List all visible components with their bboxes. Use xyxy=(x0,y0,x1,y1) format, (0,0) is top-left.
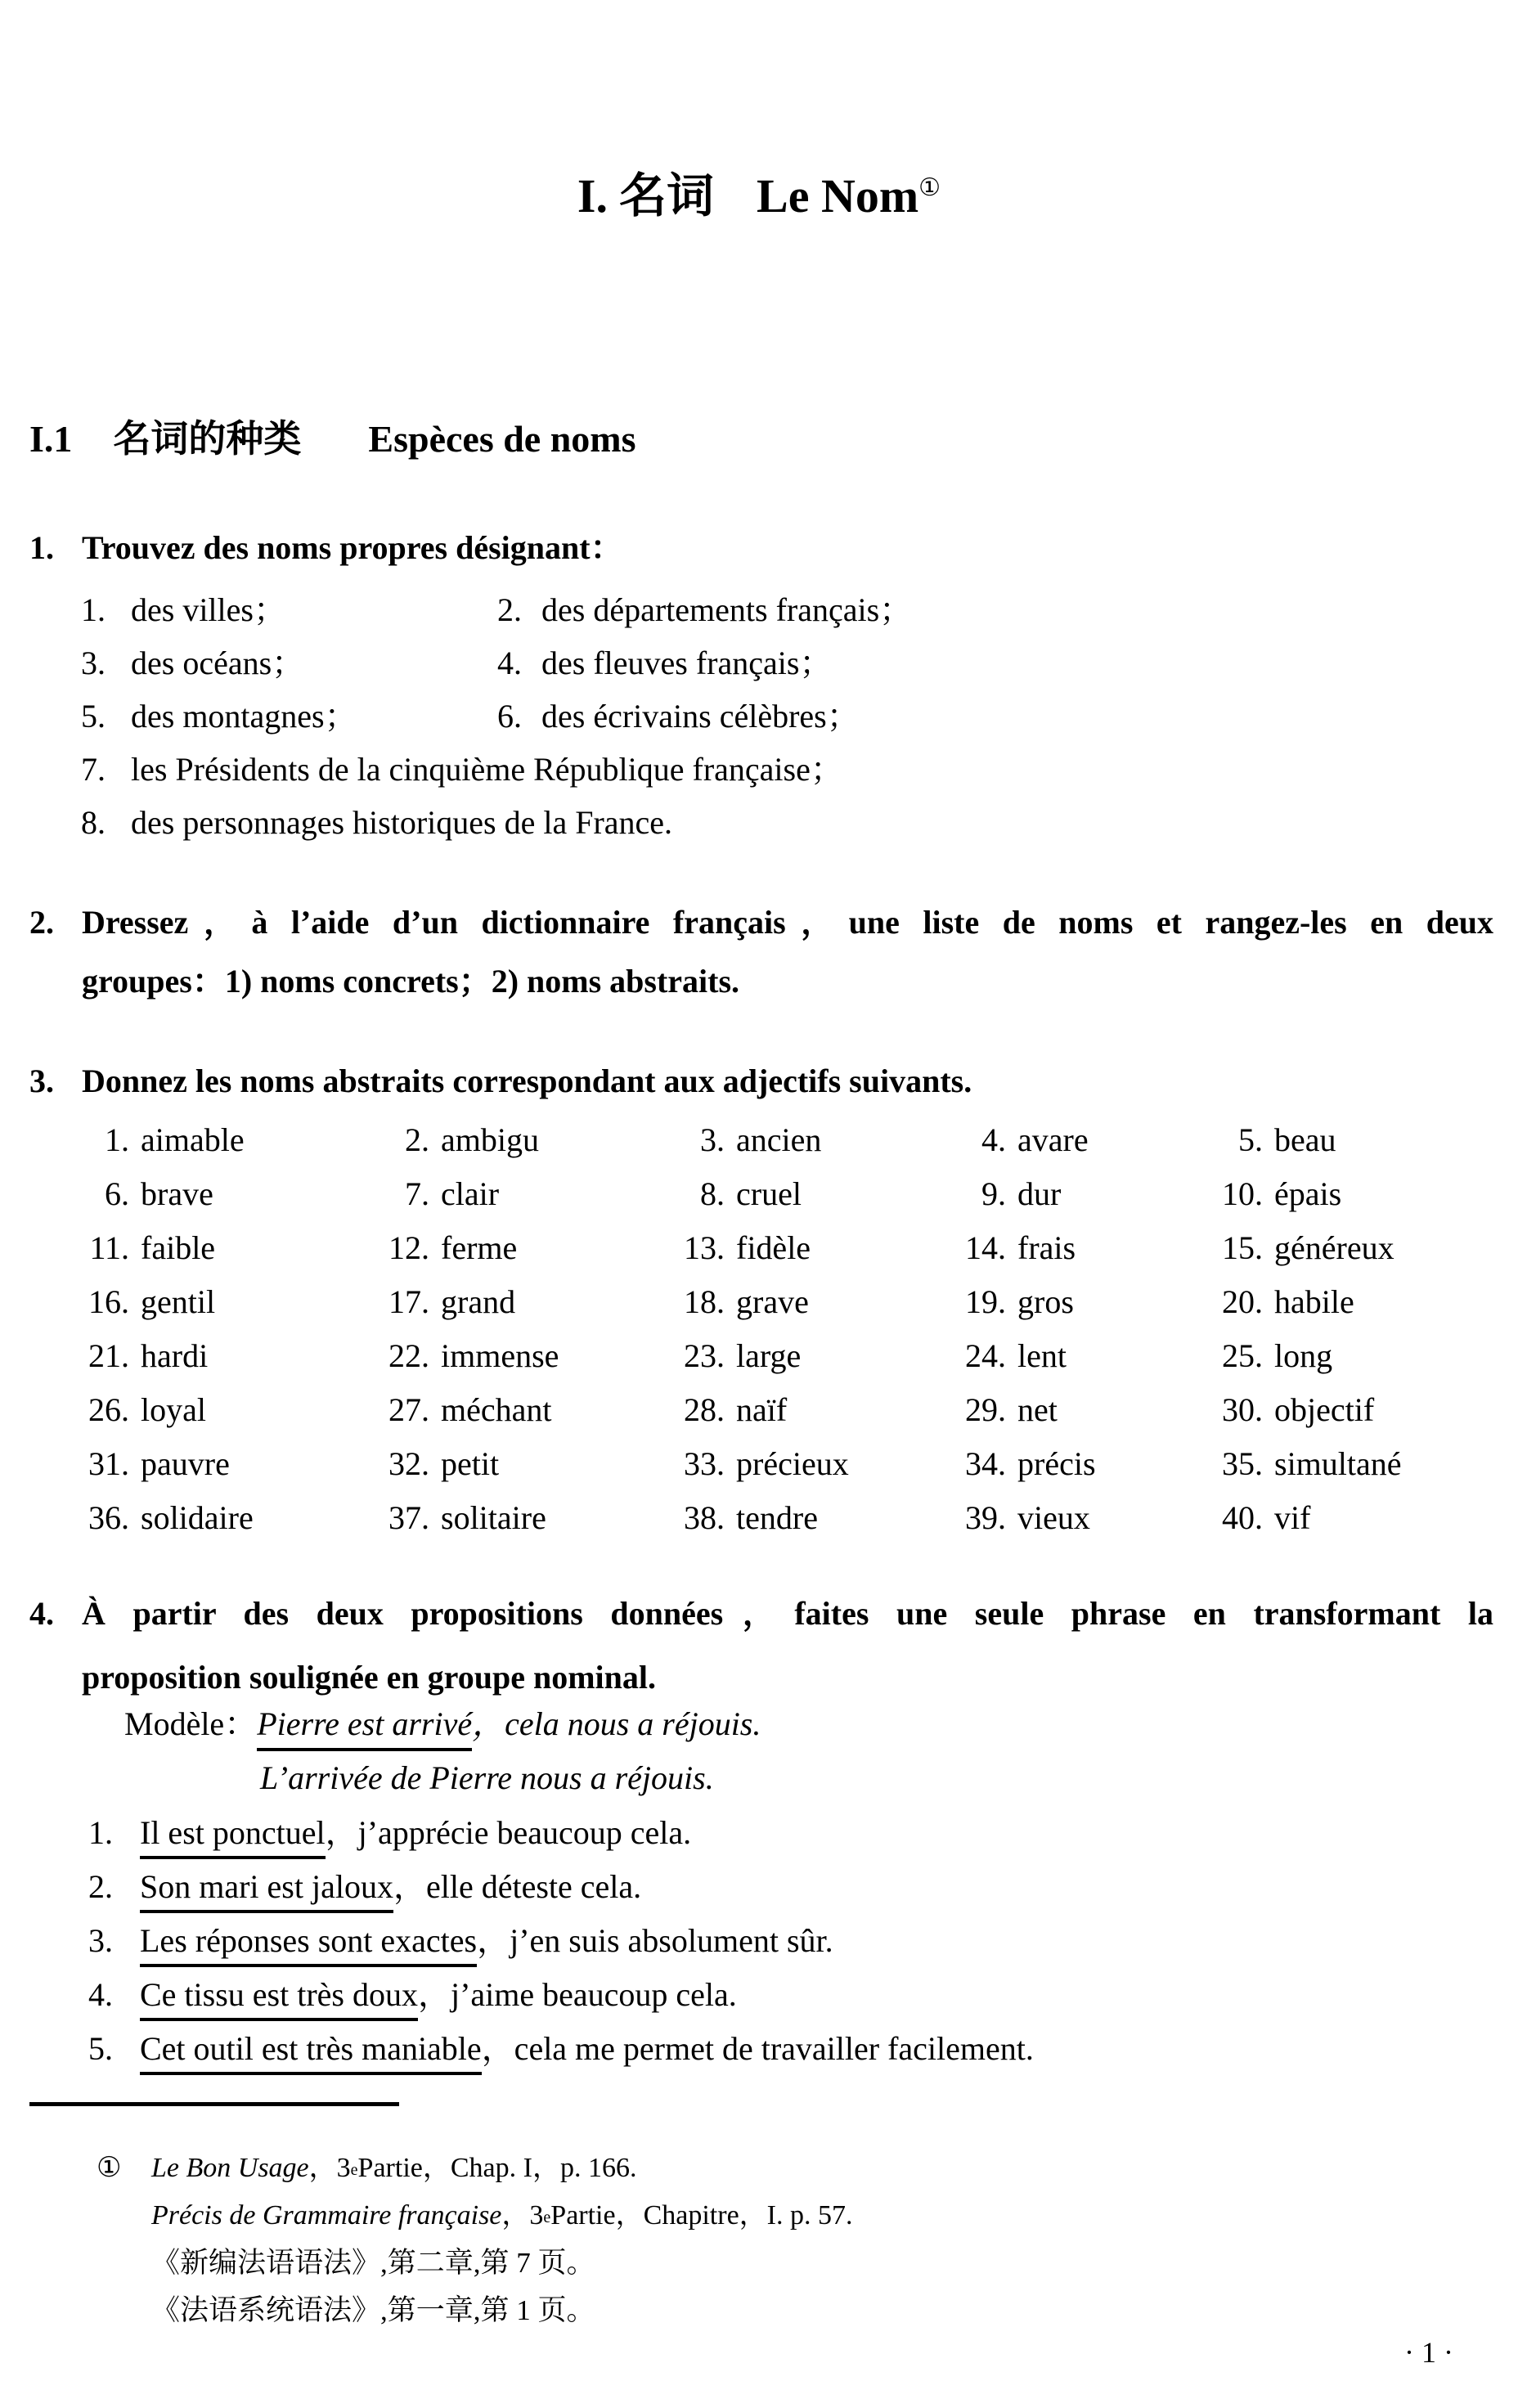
item-number: 40. xyxy=(1222,1499,1263,1536)
adjective-word: large xyxy=(736,1337,802,1374)
section-number: I.1 xyxy=(29,418,73,460)
footnote-reference-mark: ① xyxy=(918,174,941,201)
list-row xyxy=(29,2022,1493,2076)
adjective-word: ancien xyxy=(736,1121,822,1158)
item-number: 28. xyxy=(684,1391,725,1428)
adjective-word: gentil xyxy=(141,1283,216,1320)
item-rest: ，j’en suis absolument sûr. xyxy=(477,1922,833,1959)
adjective-word: avare xyxy=(1017,1121,1089,1158)
item-number: 24. xyxy=(965,1337,1006,1374)
item-text: des départements français； xyxy=(541,591,913,628)
exercise-4-instruction-line1: À partir des deux propositions données，faites une seule phrase en transformant la xyxy=(82,1595,1493,1632)
adjective-word: précis xyxy=(1017,1445,1096,1482)
adjective-word: aimable xyxy=(141,1121,245,1158)
adjective-item xyxy=(377,1221,672,1275)
adjective-item xyxy=(672,1383,954,1437)
adjective-item xyxy=(954,1113,1210,1167)
footnote-text: ，3 xyxy=(501,2200,544,2231)
item-number: 4. xyxy=(497,645,522,681)
adjective-word: méchant xyxy=(441,1391,552,1428)
adjective-item xyxy=(1210,1437,1493,1491)
item-number: 7. xyxy=(81,751,106,788)
adjective-item xyxy=(377,1437,672,1491)
item-number: 2. xyxy=(497,591,522,628)
footnote-text: Partie，Chapitre，I. p. 57. xyxy=(550,2200,853,2231)
footnote-book-title: Précis de Grammaire française xyxy=(151,2200,502,2231)
adjective-item xyxy=(954,1329,1210,1383)
item-number: 21. xyxy=(88,1337,129,1374)
item-number: 3. xyxy=(88,1922,113,1959)
adjective-word: grave xyxy=(736,1283,809,1320)
footnotes xyxy=(29,2145,1493,2334)
item-number: 25. xyxy=(1222,1337,1263,1374)
item-number: 20. xyxy=(1222,1283,1263,1320)
adjective-item xyxy=(672,1329,954,1383)
adjective-word: épais xyxy=(1274,1175,1342,1212)
item-number: 3. xyxy=(81,645,106,681)
item-number: 10. xyxy=(1222,1175,1263,1212)
adjective-item xyxy=(377,1275,672,1329)
adjective-item xyxy=(377,1383,672,1437)
adjective-item xyxy=(1210,1491,1493,1545)
adjective-grid xyxy=(29,1113,1493,1545)
item-number: 31. xyxy=(88,1445,129,1482)
adjective-item xyxy=(377,1167,672,1221)
item-number: 3. xyxy=(700,1121,725,1158)
adjective-word: ambigu xyxy=(441,1121,539,1158)
item-number: 8. xyxy=(700,1175,725,1212)
exercise-4-instruction-line2: proposition soulignée en groupe nominal. xyxy=(82,1659,656,1696)
adjective-item xyxy=(672,1437,954,1491)
adjective-word: solidaire xyxy=(141,1499,254,1536)
item-number: 33. xyxy=(684,1445,725,1482)
adjective-word: brave xyxy=(141,1175,213,1212)
chapter-title-fr: Le Nom xyxy=(757,169,919,222)
list-row xyxy=(29,690,1493,743)
item-number: 16. xyxy=(88,1283,129,1320)
footnote-text: Partie，Chap. I，p. 166. xyxy=(357,2153,637,2183)
adjective-word: généreux xyxy=(1274,1229,1394,1266)
adjective-item xyxy=(672,1221,954,1275)
item-text: des villes； xyxy=(131,591,286,628)
item-number: 11. xyxy=(89,1229,129,1266)
item-number: 13. xyxy=(684,1229,725,1266)
item-number: 5. xyxy=(81,698,106,735)
adjective-item xyxy=(377,1113,672,1167)
chapter-index: I. xyxy=(577,169,608,222)
exercise-2-heading xyxy=(29,893,1493,1011)
adjective-item xyxy=(77,1383,377,1437)
footnote-divider-rule xyxy=(29,2102,399,2106)
item-number: 19. xyxy=(965,1283,1006,1320)
item-number: 38. xyxy=(684,1499,725,1536)
adjective-word: grand xyxy=(441,1283,516,1320)
item-number: 4. xyxy=(981,1121,1006,1158)
item-number: 23. xyxy=(684,1337,725,1374)
exercise-3-number: 3. xyxy=(29,1062,54,1099)
item-number: 9. xyxy=(981,1175,1006,1212)
adjective-word: simultané xyxy=(1274,1445,1402,1482)
item-number: 5. xyxy=(88,2030,113,2067)
adjective-word: clair xyxy=(441,1175,500,1212)
item-number: 1. xyxy=(105,1121,129,1158)
adjective-word: immense xyxy=(441,1337,559,1374)
list-row xyxy=(29,1914,1493,1968)
footnote-marker: ① xyxy=(97,2153,122,2183)
adjective-item xyxy=(1210,1221,1493,1275)
exercise-1-heading xyxy=(29,521,1493,574)
exercise-2-instruction-line1: Dressez，à l’aide d’un dictionnaire français，une liste de noms et rangez-les en deux xyxy=(82,904,1493,941)
item-rest: ，cela me permet de travailler facilement. xyxy=(481,2030,1034,2067)
list-row xyxy=(29,1968,1493,2022)
adjective-item xyxy=(1210,1275,1493,1329)
adjective-item xyxy=(77,1167,377,1221)
model-rest: ，cela nous a réjouis. xyxy=(472,1705,761,1742)
adjective-word: vieux xyxy=(1017,1499,1090,1536)
item-number: 34. xyxy=(965,1445,1006,1482)
list-row xyxy=(29,796,1493,849)
exercise-1-number: 1. xyxy=(29,529,54,566)
item-number: 2. xyxy=(405,1121,429,1158)
adjective-item xyxy=(672,1113,954,1167)
adjective-item xyxy=(77,1437,377,1491)
adjective-word: loyal xyxy=(141,1391,206,1428)
item-number: 6. xyxy=(497,698,522,735)
adjective-word: petit xyxy=(441,1445,500,1482)
item-number: 22. xyxy=(388,1337,429,1374)
exercise-4-heading xyxy=(29,1582,1493,1709)
item-number: 14. xyxy=(965,1229,1006,1266)
adjective-item xyxy=(954,1221,1210,1275)
model-example xyxy=(29,1697,761,1750)
adjective-word: faible xyxy=(141,1229,216,1266)
adjective-item xyxy=(954,1167,1210,1221)
adjective-item xyxy=(954,1491,1210,1545)
adjective-word: cruel xyxy=(736,1175,802,1212)
adjective-word: frais xyxy=(1017,1229,1076,1266)
list-row xyxy=(29,583,1493,636)
item-rest: ，j’apprécie beaucoup cela. xyxy=(325,1814,692,1851)
exercise-4-item-list xyxy=(29,1806,1493,2076)
underlined-clause: Les réponses sont exactes xyxy=(140,1922,477,1967)
adjective-item xyxy=(377,1329,672,1383)
adjective-word: dur xyxy=(1017,1175,1062,1212)
adjective-item xyxy=(672,1275,954,1329)
footnote-line: 《法语系统语法》,第一章,第 1 页。 xyxy=(151,2294,595,2326)
section-heading-fr: Espèces de noms xyxy=(368,418,636,460)
item-number: 29. xyxy=(965,1391,1006,1428)
exercise-4-number: 4. xyxy=(29,1595,54,1632)
adjective-item xyxy=(954,1275,1210,1329)
chapter-title-zh: 名词 xyxy=(619,169,715,222)
adjective-item xyxy=(377,1491,672,1545)
adjective-word: solitaire xyxy=(441,1499,546,1536)
item-number: 17. xyxy=(388,1283,429,1320)
list-row xyxy=(29,743,1493,796)
footnote-text: ，3 xyxy=(308,2153,351,2183)
adjective-item xyxy=(954,1437,1210,1491)
adjective-word: pauvre xyxy=(141,1445,230,1482)
exercise-2-instruction-line2: groupes：1) noms concrets；2) noms abstraits. xyxy=(82,963,740,1000)
adjective-word: ferme xyxy=(441,1229,518,1266)
item-number: 8. xyxy=(81,804,106,841)
list-row xyxy=(29,1806,1493,1860)
chapter-title xyxy=(0,168,1518,225)
item-number: 35. xyxy=(1222,1445,1263,1482)
exercise-2-number: 2. xyxy=(29,904,54,941)
item-number: 7. xyxy=(405,1175,429,1212)
adjective-item xyxy=(1210,1167,1493,1221)
adjective-item xyxy=(954,1383,1210,1437)
model-underlined-clause: Pierre est arrivé xyxy=(257,1705,472,1751)
adjective-item xyxy=(1210,1329,1493,1383)
page-number: · 1 · xyxy=(1404,2336,1453,2369)
item-number: 32. xyxy=(388,1445,429,1482)
item-number: 12. xyxy=(388,1229,429,1266)
adjective-word: fidèle xyxy=(736,1229,811,1266)
adjective-item xyxy=(77,1275,377,1329)
adjective-word: gros xyxy=(1017,1283,1074,1320)
adjective-item xyxy=(1210,1383,1493,1437)
adjective-item xyxy=(77,1329,377,1383)
section-heading-zh: 名词的种类 xyxy=(113,418,302,460)
item-text: les Présidents de la cinquième République française； xyxy=(131,751,843,788)
footnote-line xyxy=(29,2192,1493,2240)
item-number: 27. xyxy=(388,1391,429,1428)
adjective-word: précieux xyxy=(736,1445,849,1482)
adjective-item xyxy=(77,1221,377,1275)
underlined-clause: Cet outil est très maniable xyxy=(140,2030,482,2075)
adjective-item xyxy=(77,1113,377,1167)
item-number: 6. xyxy=(105,1175,129,1212)
underlined-clause: Ce tissu est très doux xyxy=(140,1976,418,2021)
item-number: 39. xyxy=(965,1499,1006,1536)
adjective-word: lent xyxy=(1017,1337,1067,1374)
list-row xyxy=(29,636,1493,690)
item-text: des fleuves français； xyxy=(541,645,833,681)
list-row xyxy=(29,1860,1493,1914)
adjective-item xyxy=(672,1167,954,1221)
item-number: 1. xyxy=(81,591,106,628)
adjective-item xyxy=(1210,1113,1493,1167)
item-rest: ，j’aime beaucoup cela. xyxy=(417,1976,737,2013)
item-text: des montagnes； xyxy=(131,698,357,735)
section-heading xyxy=(29,415,636,464)
model-result-sentence: L’arrivée de Pierre nous a réjouis. xyxy=(260,1759,714,1796)
ordinal-superscript: e xyxy=(543,2208,551,2226)
item-text: des océans； xyxy=(131,645,305,681)
footnote-line: 《新编法语语法》,第二章,第 7 页。 xyxy=(151,2247,595,2279)
item-number: 30. xyxy=(1222,1391,1263,1428)
adjective-word: tendre xyxy=(736,1499,818,1536)
footnote-book-title: Le Bon Usage xyxy=(151,2153,309,2183)
exercise-3-heading xyxy=(29,1054,1493,1107)
item-number: 15. xyxy=(1222,1229,1263,1266)
item-number: 2. xyxy=(88,1868,113,1905)
adjective-item xyxy=(77,1491,377,1545)
item-text: des personnages historiques de la France. xyxy=(131,804,673,841)
footnote-line xyxy=(29,2145,1493,2192)
adjective-word: beau xyxy=(1274,1121,1336,1158)
adjective-word: objectif xyxy=(1274,1391,1375,1428)
adjective-word: habile xyxy=(1274,1283,1354,1320)
item-text: des écrivains célèbres； xyxy=(541,698,860,735)
exercise-3-instruction: Donnez les noms abstraits correspondant aux adjectifs suivants. xyxy=(82,1062,972,1099)
item-number: 36. xyxy=(88,1499,129,1536)
exercise-1-instruction: Trouvez des noms propres désignant： xyxy=(82,529,623,566)
item-number: 26. xyxy=(88,1391,129,1428)
adjective-word: vif xyxy=(1274,1499,1311,1536)
underlined-clause: Il est ponctuel xyxy=(140,1814,326,1859)
adjective-item xyxy=(672,1491,954,1545)
ordinal-superscript: e xyxy=(350,2161,358,2179)
adjective-word: long xyxy=(1274,1337,1333,1374)
adjective-word: hardi xyxy=(141,1337,209,1374)
item-number: 4. xyxy=(88,1976,113,2013)
adjective-word: net xyxy=(1017,1391,1058,1428)
item-number: 18. xyxy=(684,1283,725,1320)
adjective-word: naïf xyxy=(736,1391,788,1428)
underlined-clause: Son mari est jaloux xyxy=(140,1868,393,1913)
model-label: Modèle： xyxy=(124,1705,258,1742)
item-rest: ，elle déteste cela. xyxy=(393,1868,642,1905)
item-number: 5. xyxy=(1238,1121,1263,1158)
item-number: 1. xyxy=(88,1814,113,1851)
exercise-1-item-list xyxy=(29,583,1493,849)
item-number: 37. xyxy=(388,1499,429,1536)
